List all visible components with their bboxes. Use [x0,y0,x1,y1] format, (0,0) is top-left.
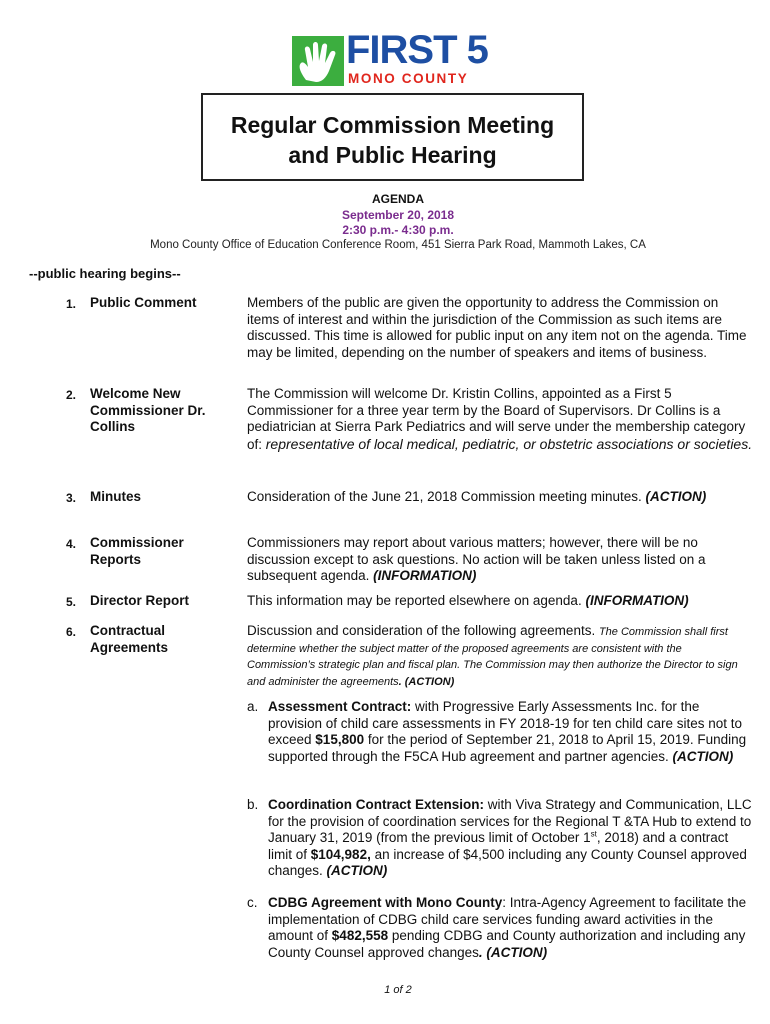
item-title: Public Comment [90,295,197,310]
first5-logo [292,28,488,88]
page-number: 1 of 2 [384,984,412,996]
action-label: (ACTION) [326,863,388,878]
item-title: Contractual Agreements [90,623,169,655]
subitem-body: , 2018) and a contract limit of [268,830,729,862]
subitem-amount: $15,800 [315,732,365,747]
ordinal-suffix: st [590,829,597,839]
item-desc-text: The Commission will welcome Dr. Kristin Collins, appointed as a First 5 Commissioner for a three year term by the Board of Supervisors. Dr Collins is a pediatrician at Sierra Park Pediatrics and will serve under the membership category of: [247,386,746,452]
section-heading: --public hearing begins-- [29,266,181,281]
subitem-body: for the period of September 21, 2018 to April 15, 2019. Funding supported through the F5CA Hub agreement and partner agencies. [268,732,747,764]
subitem-heading: Assessment Contract: [268,699,412,714]
logo-first5-text: FIRST 5 [346,28,488,72]
item-desc-text: Commissioners may report about various matters; however, there will be no discussion except to ask questions. No action will be taken unless listed on a subsequent agenda. [247,535,706,583]
item-number: 2. [66,388,77,402]
subitem-letter: c. [247,895,258,910]
action-label: (INFORMATION) [373,568,477,583]
subitem-body: pending CDBG and County authorization and including any County Counsel approved changes [268,928,746,960]
subitem-body: : Intra-Agency Agreement to facilitate the implementation of CDBG child care services funding award activities in the amount of [268,895,747,943]
subitem-text [268,895,752,961]
agenda-heading: AGENDA [371,192,424,206]
item-description [247,623,753,689]
subitem-text [268,699,752,765]
meeting-time: 2:30 p.m.- 4:30 p.m. [342,223,454,237]
subitem-heading: CDBG Agreement with Mono County [268,895,503,910]
item-number: 1. [66,297,77,311]
subitem-heading: Coordination Contract Extension: [268,797,484,812]
item-description [247,295,753,361]
item-desc-text: Consideration of the June 21, 2018 Commission meeting minutes. [247,489,646,504]
subitem-body: with Progressive Early Assessments Inc. for the provision of child care assessments in FY 2018-19 for ten child care sites not to exceed [268,699,742,747]
item-desc-italic: The Commission shall first determine whether the subject matter of the proposed agreements are consistent with the Commission’s strategic plan and fiscal plan. The Commission may then authorize the Director to sign and administer the agreements [247,626,738,688]
subitem-text [268,797,752,880]
item-number: 6. [66,625,77,639]
meeting-date: September 20, 2018 [341,208,455,222]
logo-county-text: MONO COUNTY [348,71,469,86]
item-title: Commissioner Reports [90,535,184,567]
item-title: Welcome New Commissioner Dr. Collins [90,386,206,434]
item-desc-italic: representative of local medical, pediatric, or obstetric associations or societies. [265,435,753,452]
action-label: . (ACTION) [398,675,455,688]
action-label: (ACTION) [645,489,707,504]
item-desc-text: Discussion and consideration of the following agreements. [247,623,599,638]
title-line-1: Regular Commission Meeting [230,112,555,138]
item-title: Minutes [90,489,142,504]
item-number: 3. [66,491,77,505]
subitem-amount: $104,982, [310,846,371,862]
action-label: (INFORMATION) [585,593,689,608]
item-description [247,386,753,453]
subitem-body: with Viva Strategy and Communication, LLC for the provision of coordination services for the Regional T &TA Hub to extend to January 31, 2019 (from the previous limit of October 1 [268,797,752,845]
item-number: 5. [66,595,77,609]
item-description [247,489,753,506]
item-title: Director Report [90,593,190,608]
meeting-location: Mono County Office of Education Conference Room, 451 Sierra Park Road, Mammoth Lakes, CA [150,239,646,251]
title-box [201,93,584,181]
item-number: 4. [66,537,77,551]
item-description [247,593,753,610]
title-line-2: and Public Hearing [288,142,497,168]
item-description [247,535,753,585]
item-desc-text: This information may be reported elsewhere on agenda. [247,593,586,608]
hand-logo-icon [292,36,344,86]
subitem-body: an increase of $4,500 including any County Counsel approved changes. [268,846,747,878]
item-desc-text: Members of the public are given the opportunity to address the Commission on items of interest and within the jurisdiction of the Commission as such items are discussed. This time is allowed for public input on any item not on the agenda. Time may be limited, depending on the number of speakers and items of business. [247,295,747,360]
subitem-letter: b. [247,797,259,812]
action-label: . (ACTION) [478,944,548,960]
action-label: (ACTION) [672,748,734,764]
subitem-letter: a. [247,699,259,714]
subitem-amount: $482,558 [331,928,389,943]
